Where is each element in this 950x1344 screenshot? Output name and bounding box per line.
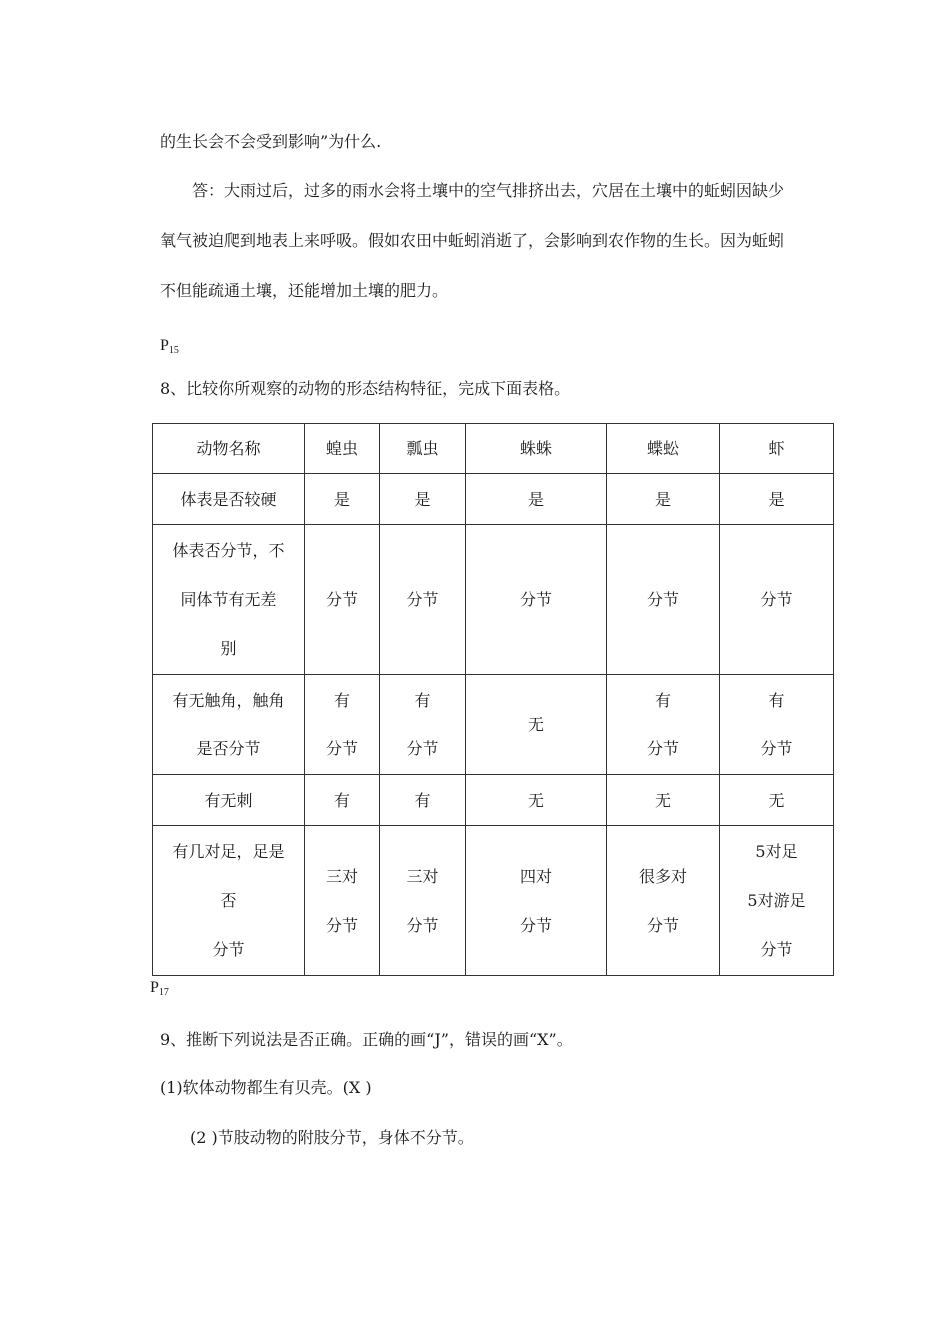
label-line: 有几对足，足是 xyxy=(172,842,285,861)
table-header-cell: 虾 xyxy=(720,424,834,474)
table-cell: 是 xyxy=(380,474,466,525)
table-cell xyxy=(380,826,466,976)
row-label-hardness: 体表是否较硬 xyxy=(153,474,305,525)
cell-line: 分节 xyxy=(646,738,679,758)
table-cell: 分节 xyxy=(305,525,380,675)
cell-line: 三对 xyxy=(406,866,439,886)
page-reference-p17 xyxy=(150,980,169,998)
table-cell: 分节 xyxy=(607,525,720,675)
cell-line: 分节 xyxy=(325,738,358,758)
table-row xyxy=(153,525,834,675)
cell-line: 无 xyxy=(527,714,544,734)
cell-line: 很多对 xyxy=(638,866,687,886)
table-cell: 是 xyxy=(607,474,720,525)
question-8: 8、比较你所观察的动物的形态结构特征，完成下面表格。 xyxy=(160,379,571,398)
cell-line: 5对足 xyxy=(755,842,798,861)
table-cell xyxy=(720,826,834,976)
table-cell xyxy=(466,675,607,775)
table-cell xyxy=(607,826,720,976)
table-row xyxy=(153,826,834,976)
table-row xyxy=(153,675,834,775)
row-label-legs xyxy=(153,826,305,976)
table-cell: 是 xyxy=(720,474,834,525)
table-row xyxy=(153,474,834,525)
table-cell xyxy=(305,675,380,775)
cell-line: 5对游足 xyxy=(747,891,806,910)
cell-line: 分节 xyxy=(646,915,679,935)
cell-line: 分节 xyxy=(760,738,793,758)
label-line: 有无触角，触角 xyxy=(172,690,285,710)
table-cell xyxy=(607,675,720,775)
table-header-cell: 蝶蚣 xyxy=(607,424,720,474)
label-line: 分节 xyxy=(212,940,245,959)
cell-line: 有 xyxy=(414,690,431,710)
table-header-row xyxy=(153,424,834,474)
table-row xyxy=(153,775,834,826)
page-reference-number: 17 xyxy=(158,987,169,998)
page-reference-letter: P xyxy=(150,979,159,996)
cell-line: 分节 xyxy=(760,940,793,959)
page-reference-number: 15 xyxy=(168,345,179,356)
cell-line: 分节 xyxy=(325,915,358,935)
cell-line: 分节 xyxy=(406,915,439,935)
cell-line: 三对 xyxy=(325,866,358,886)
table-header-cell: 蛛蛛 xyxy=(466,424,607,474)
row-label-spines: 有无刺 xyxy=(153,775,305,826)
table-cell: 是 xyxy=(466,474,607,525)
question-9: 9、推断下列说法是否正确。正确的画“J”，错误的画“X”。 xyxy=(160,1030,573,1049)
animal-features-table xyxy=(152,423,834,976)
table-cell: 无 xyxy=(607,775,720,826)
table-cell: 分节 xyxy=(720,525,834,675)
row-label-segmentation xyxy=(153,525,305,675)
table-header-cell: 动物名称 xyxy=(153,424,305,474)
page-reference-letter: P xyxy=(160,337,169,354)
cell-line: 分节 xyxy=(519,915,552,935)
table-cell xyxy=(720,675,834,775)
cell-line: 有 xyxy=(654,690,671,710)
table-cell: 有 xyxy=(305,775,380,826)
question-9-item-2: (2 )节肢动物的附肢分节，身体不分节。 xyxy=(190,1128,474,1147)
label-line: 否 xyxy=(220,891,237,910)
table-cell: 分节 xyxy=(466,525,607,675)
label-line: 同体节有无差 xyxy=(180,590,277,609)
label-line: 别 xyxy=(220,639,237,658)
cell-line: 有 xyxy=(333,690,350,710)
question-9-item-1: (1)软体动物都生有贝壳。(X ) xyxy=(160,1078,372,1097)
cell-line: 有 xyxy=(768,690,785,710)
table-header-cell: 瓢虫 xyxy=(380,424,466,474)
row-label-antenna xyxy=(153,675,305,775)
table-cell: 是 xyxy=(305,474,380,525)
table-cell: 无 xyxy=(466,775,607,826)
paragraph-line-1: 的生长会不会受到影响”为什么. xyxy=(160,132,382,151)
paragraph-line-2: 答：大雨过后，过多的雨水会将土壤中的空气排挤出去，穴居在土壤中的蚯蚓因缺少 xyxy=(192,181,785,200)
table-cell: 无 xyxy=(720,775,834,826)
label-line: 是否分节 xyxy=(196,738,261,758)
table-cell xyxy=(305,826,380,976)
table-header-cell: 蝗虫 xyxy=(305,424,380,474)
paragraph-line-3: 氧气被迫爬到地表上来呼吸。假如农田中蚯蚓消逝了，会影响到农作物的生长。因为蚯蚓 xyxy=(160,231,785,250)
table-cell xyxy=(380,675,466,775)
label-line: 体表否分节，不 xyxy=(172,541,285,560)
paragraph-line-4: 不但能疏通土壤，还能增加土壤的肥力。 xyxy=(160,281,449,300)
table-cell: 分节 xyxy=(380,525,466,675)
page-reference-p15 xyxy=(160,338,179,356)
cell-line: 四对 xyxy=(519,866,552,886)
cell-line: 分节 xyxy=(406,738,439,758)
table-cell xyxy=(466,826,607,976)
table-cell: 有 xyxy=(380,775,466,826)
